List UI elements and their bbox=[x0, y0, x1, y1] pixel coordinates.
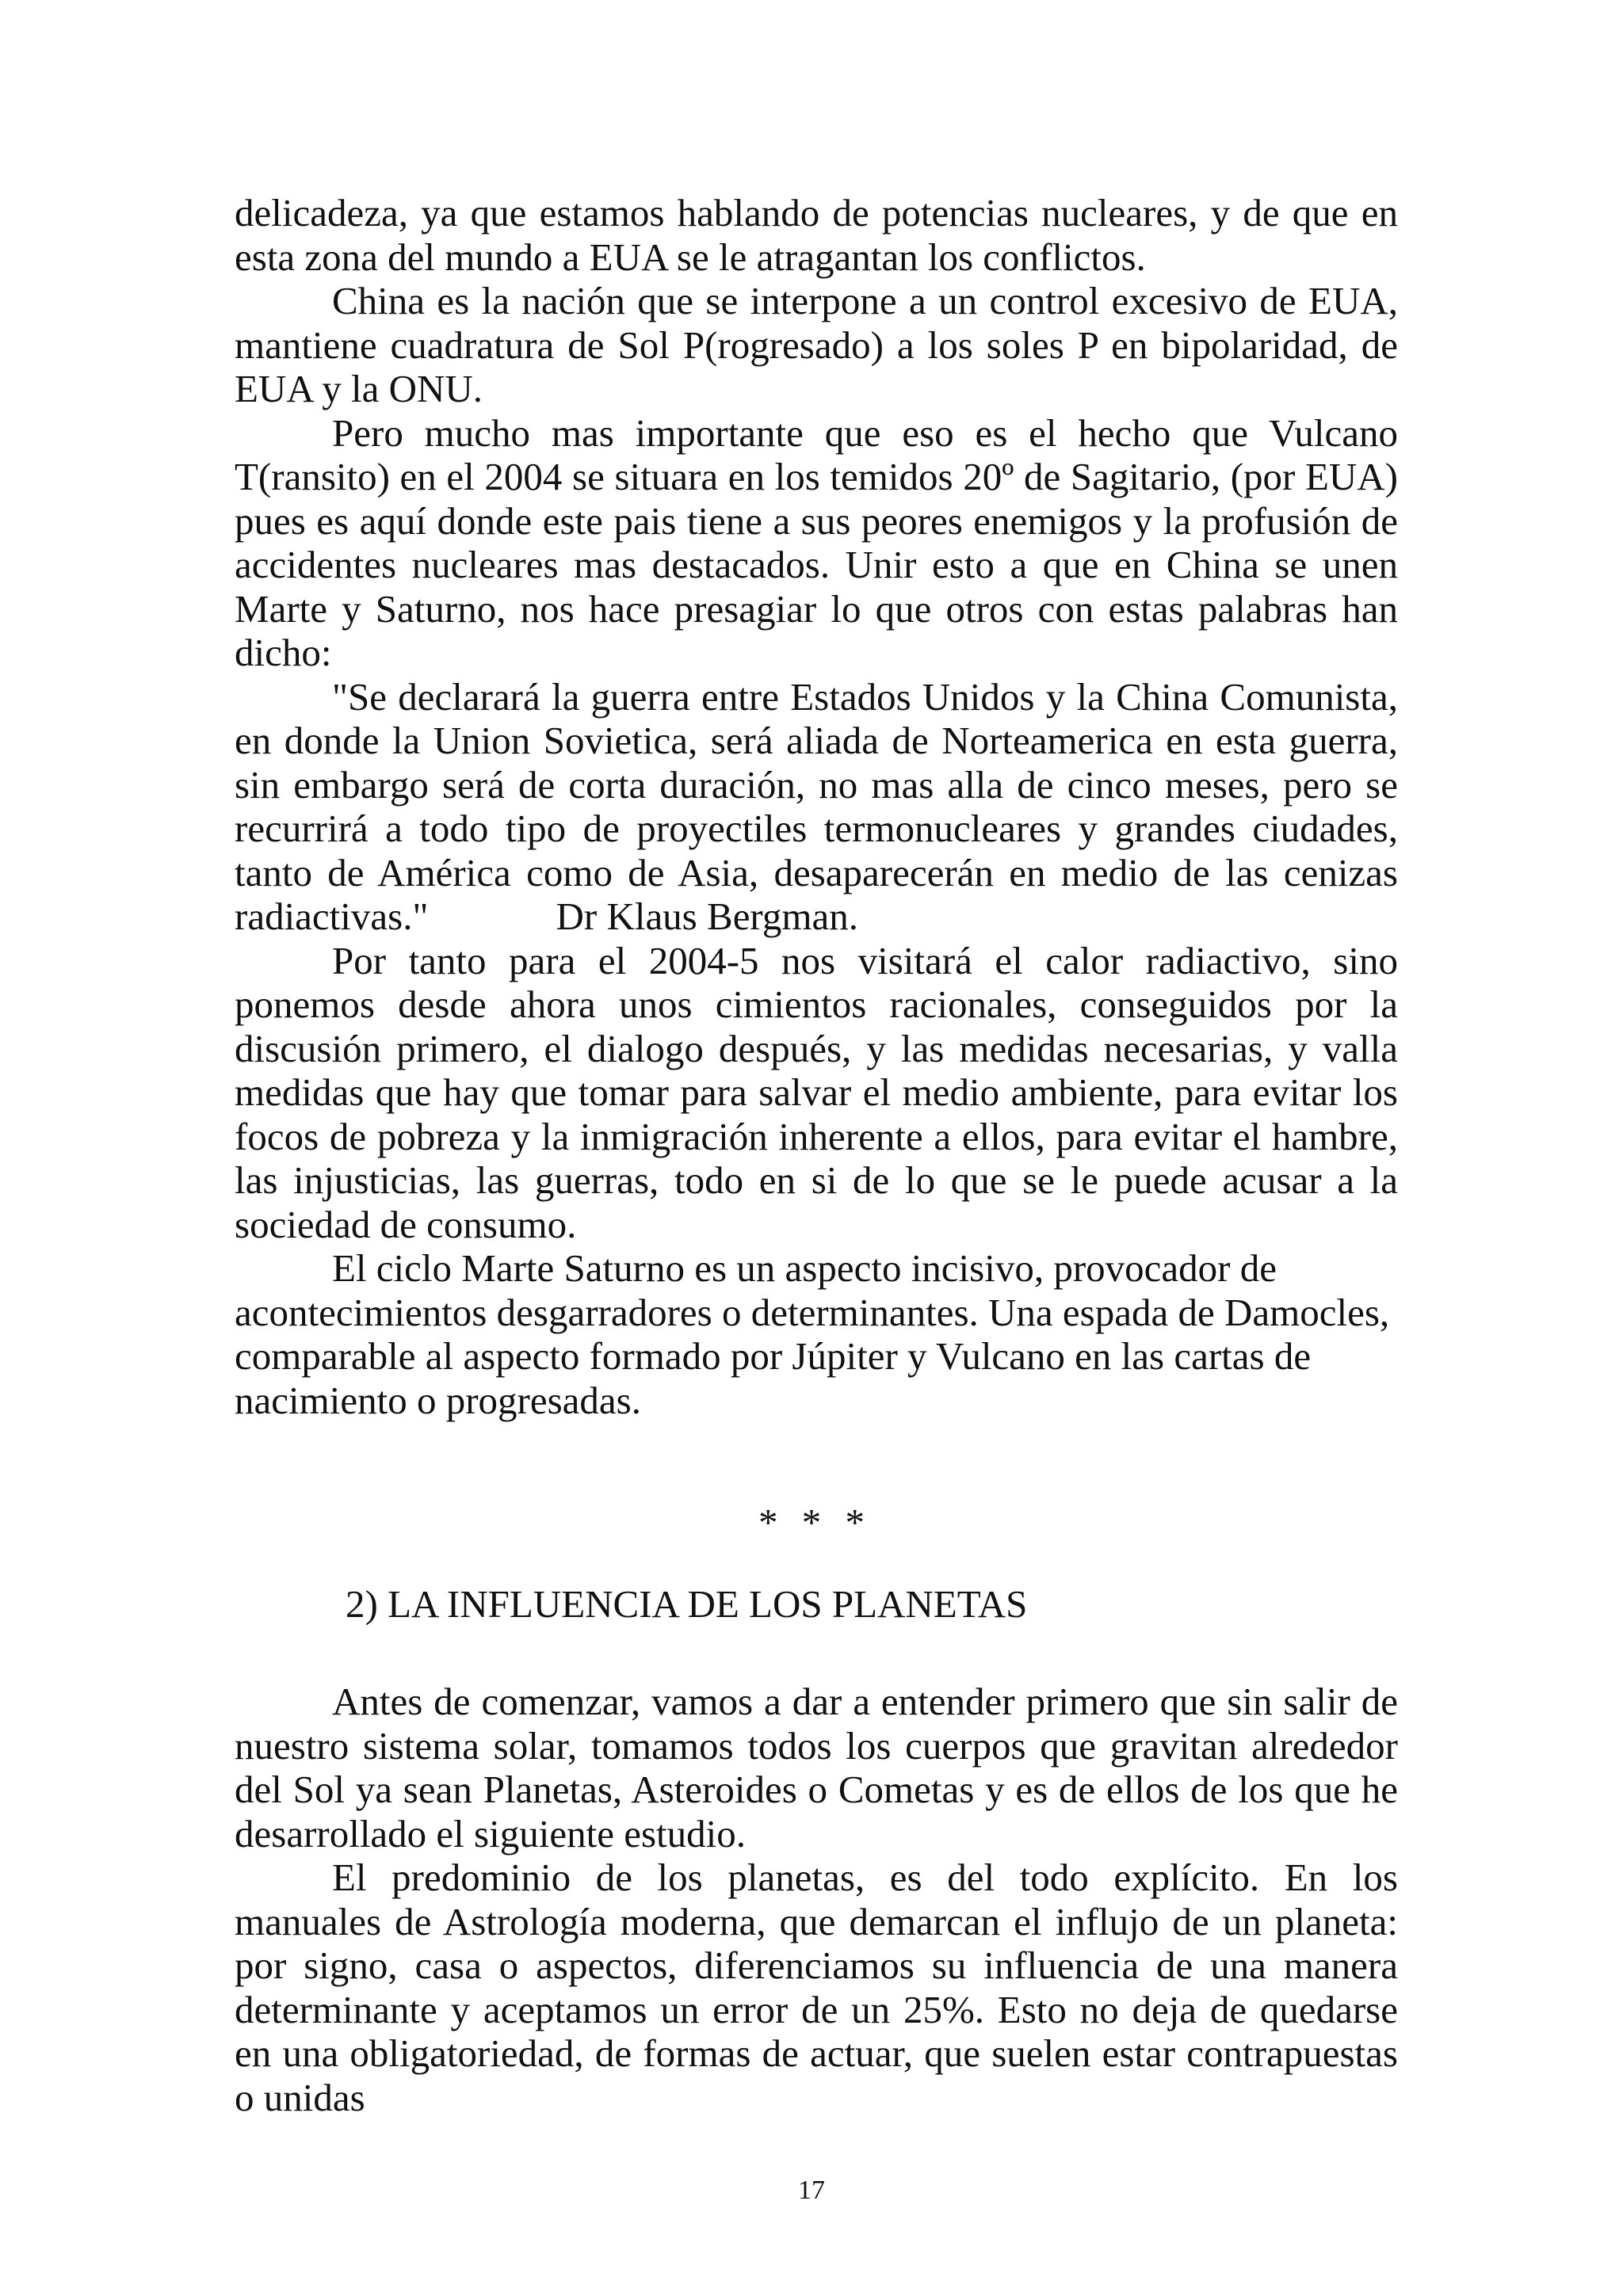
page-number: 17 bbox=[798, 2176, 825, 2205]
section-heading: 2) LA INFLUENCIA DE LOS PLANETAS bbox=[346, 1582, 1028, 1626]
paragraph: El predominio de los planetas, es del todo explícito. En los manuales de Astrología moderna, que demarcan el influjo de un planeta: por signo, casa o aspectos, diferenciamos su influencia de una manera determinante y aceptamos un error de un 25%. Esto no deja de quedarse en una obligatoriedad, de formas de actuar, que suelen estar contrapuestas o unidas bbox=[235, 1855, 1398, 2119]
quote-text: "Se declarará la guerra entre Estados Unidos y la China Comunista, en donde la Union Sovietica, será aliada de Norteamerica en esta guerra, sin embargo será de corta duración, no mas alla de cinco meses, pero se recurrirá a todo tipo de proyectiles termonucleares y grandes ciudades, tanto de América como de Asia, desaparecerán en medio de las cenizas radiactivas." bbox=[235, 674, 1398, 938]
paragraph: Antes de comenzar, vamos a dar a entender primero que sin salir de nuestro sistema solar, tomamos todos los cuerpos que gravitan alrededor del Sol ya sean Planetas, Asteroides o Cometas y es de ellos de los que he desarrollado el siguiente estudio. bbox=[235, 1680, 1398, 1855]
paragraph: China es la nación que se interpone a un control excesivo de EUA, mantiene cuadratura de Sol P(rogresado) a los soles P en bipolaridad, de EUA y la ONU. bbox=[235, 279, 1398, 410]
paragraph: Pero mucho mas importante que eso es el hecho que Vulcano T(ransito) en el 2004 se situara en los temidos 20º de Sagitario, (por EUA) pues es aquí donde este pais tiene a sus peores enemigos y la profusión de accidentes nucleares mas destacados. Unir esto a que en China se unen Marte y Saturno, nos hace presagiar lo que otros con estas palabras han dicho: bbox=[235, 410, 1398, 674]
paragraph: delicadeza, ya que estamos hablando de potencias nucleares, y de que en esta zona del mundo a EUA se le atragantan los conflictos. bbox=[235, 191, 1398, 279]
paragraph: Por tanto para el 2004-5 nos visitará el calor radiactivo, sino ponemos desde ahora unos cimientos racionales, conseguidos por la discusión primero, el dialogo después, y las medidas necesarias, y valla medidas que hay que tomar para salvar el medio ambiente, para evitar los focos de pobreza y la inmigración inherente a ellos, para evitar el hambre, las injusticias, las guerras, todo en si de lo que se le puede acusar a la sociedad de consumo. bbox=[235, 938, 1398, 1246]
quote-paragraph bbox=[235, 675, 1398, 939]
paragraph: El ciclo Marte Saturno es un aspecto incisivo, provocador de acontecimientos desgarradores o determinantes. Una espada de Damocles, comparable al aspecto formado por Júpiter y Vulcano en las cartas de nacimiento o progresadas. bbox=[235, 1246, 1390, 1422]
section-separator: * * * bbox=[758, 1501, 865, 1544]
section-1-body bbox=[235, 191, 1398, 1422]
section-2-body bbox=[235, 1680, 1398, 2119]
quote-author: Dr Klaus Bergman. bbox=[556, 894, 858, 938]
